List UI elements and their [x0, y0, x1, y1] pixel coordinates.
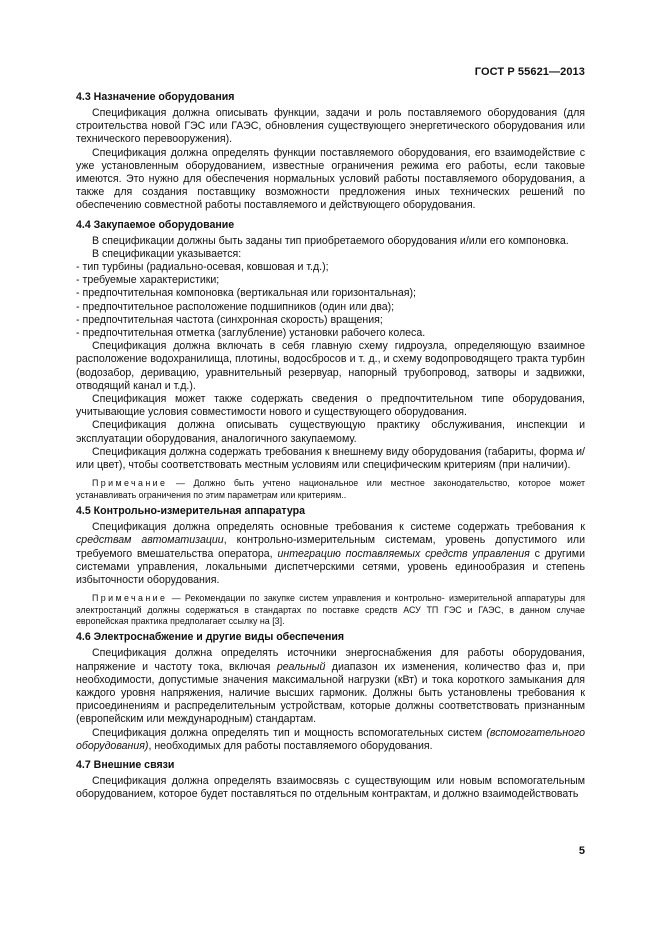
- section-4-3-paragraph-1: Спецификация должна описывать функции, задачи и роль поставляемого оборудования (для строительства новой ГЭС или ГАЭС, обновления существующего энергетического оборудования или технического перевооружения).: [76, 107, 585, 146]
- section-4-7-title: 4.7 Внешние связи: [76, 758, 175, 771]
- page-content: [76, 91, 585, 801]
- section-4-4-paragraph-2: В спецификации указывается:: [92, 247, 242, 260]
- section-4-4-spec-list: [76, 261, 585, 340]
- note-label: Примечание: [92, 593, 168, 604]
- italic-run: средствам автоматизации: [76, 534, 224, 547]
- section-4-6-paragraph-1: [76, 647, 585, 726]
- section-4-5-note: [76, 593, 585, 627]
- section-4-4-paragraph-1: В спецификации должны быть заданы тип приобретаемого оборудования и/или его компоновка.: [92, 234, 569, 247]
- note-text: — Должно быть учтено национальное или местное законодательство, которое может устанавливать ограничения по этим параметрам или критериям..: [76, 478, 586, 500]
- text-run: , необходимых для работы поставляемого оборудования.: [148, 739, 433, 752]
- text-run: , контрольно-измерительным системам, уровень допустимого или требуемого вмешательства оператора,: [76, 534, 585, 560]
- note-text: — Рекомендации по закупке систем управления и контрольно- измерительной аппаратуры для электростанций должны содержаться в стандартах по поставке средств АСУ ТП ГЭС и ГАЭС, в данном случае европейская практика предполагает ссылку на [3].: [76, 593, 585, 626]
- list-item: - тип турбины (радиально-осевая, ковшовая и т.д.);: [76, 261, 329, 274]
- list-item: - предпочтительная отметка (заглубление) установки рабочего колеса.: [76, 327, 426, 340]
- section-4-4-paragraph-4: Спецификация может также содержать сведения о предпочтительном типе оборудования, учитывающие условия совместимости нового и существующего оборудования.: [76, 393, 585, 419]
- section-4-4-paragraph-3: Спецификация должна включать в себя главную схему гидроузла, определяющую взаимное расположение водохранилища, плотины, водосбросов и т. д., и схему водопроводящего тракта турбин (водозабор, деривацию, уравнительный резервуар, напорный трубопровод, затворы и задвижки, отводящий канал и т.д.).: [76, 340, 585, 392]
- list-item: - предпочтительное расположение подшипников (один или два);: [76, 300, 395, 313]
- section-4-5-paragraph-1: [76, 521, 585, 587]
- section-4-5-title: 4.5 Контрольно-измерительная аппаратура: [76, 505, 305, 518]
- section-4-4-note: [76, 478, 585, 501]
- section-4-4-paragraph-6: Спецификация должна содержать требования к внешнему виду оборудования (габариты, форма и/или цвет), чтобы соответствовать местным условиям или специфическим критериям (при наличии).: [76, 445, 585, 472]
- page-number: 5: [578, 845, 585, 857]
- italic-run: реальный: [276, 660, 326, 673]
- standard-number: ГОСТ Р 55621—2013: [474, 66, 585, 78]
- text-run: Спецификация должна определять основные требования к системе содержать требования к: [92, 521, 585, 534]
- note-label: Примечание: [92, 478, 168, 489]
- italic-run: интеграцию поставляемых средств управления: [277, 547, 530, 560]
- section-4-3-paragraph-2: Спецификация должна определять функции поставляемого оборудования, его взаимодействие с уже установленным оборудованием, известные ограничения режима его работы, если таковые имеются. Это нужно для обеспечения нормальных условий работы поставляемого оборудования, а также для создания поставщику возможности предложения иных технических решений по обеспечению совместной работы поставляемого и действующего оборудования.: [76, 146, 585, 212]
- list-item: - предпочтительная компоновка (вертикальная или горизонтальная);: [76, 287, 416, 300]
- list-item: - требуемые характеристики;: [76, 274, 220, 287]
- text-run: Спецификация должна определять источники энергоснабжения для работы оборудования, напряжение и частоту тока, включая: [76, 647, 585, 673]
- text-run: с другими системами управления, локальными диспетчерскими сетями, уровень единообразия и степень избыточности оборудования.: [76, 547, 585, 586]
- section-4-6-title: 4.6 Электроснабжение и другие виды обеспечения: [76, 631, 345, 644]
- section-4-6-paragraph-2: [76, 727, 585, 753]
- section-4-3-title: 4.3 Назначение оборудования: [76, 91, 235, 103]
- list-item: - предпочтительная частота (синхронная скорость) вращения;: [76, 313, 383, 326]
- text-run: диапазон их изменения, количество фаз и, при необходимости, допустимые значения максимальной нагрузки (кВт) и тока короткого замыкания для каждого уровня напряжения, наличие высших гармоник. Должны быть установлены требования к присоединениям и распределительным устройствам, которые должны соответствовать признанным (европейским или международным) стандартам.: [76, 660, 585, 726]
- section-4-4-title: 4.4 Закупаемое оборудование: [76, 218, 235, 231]
- text-run: Спецификация должна определять тип и мощность вспомогательных систем: [92, 726, 487, 739]
- section-4-4-paragraph-5: Спецификация должна описывать существующую практику обслуживания, инспекции и эксплуатации оборудования, аналогичного закупаемому.: [76, 419, 585, 445]
- section-4-7-paragraph-1: Спецификация должна определять взаимосвязь с существующим или новым вспомогательным оборудованием, которое будет поставляться по отдельным контрактам, и должно взаимодействовать: [76, 774, 585, 801]
- italic-run: (вспомогательного оборудования): [76, 726, 585, 752]
